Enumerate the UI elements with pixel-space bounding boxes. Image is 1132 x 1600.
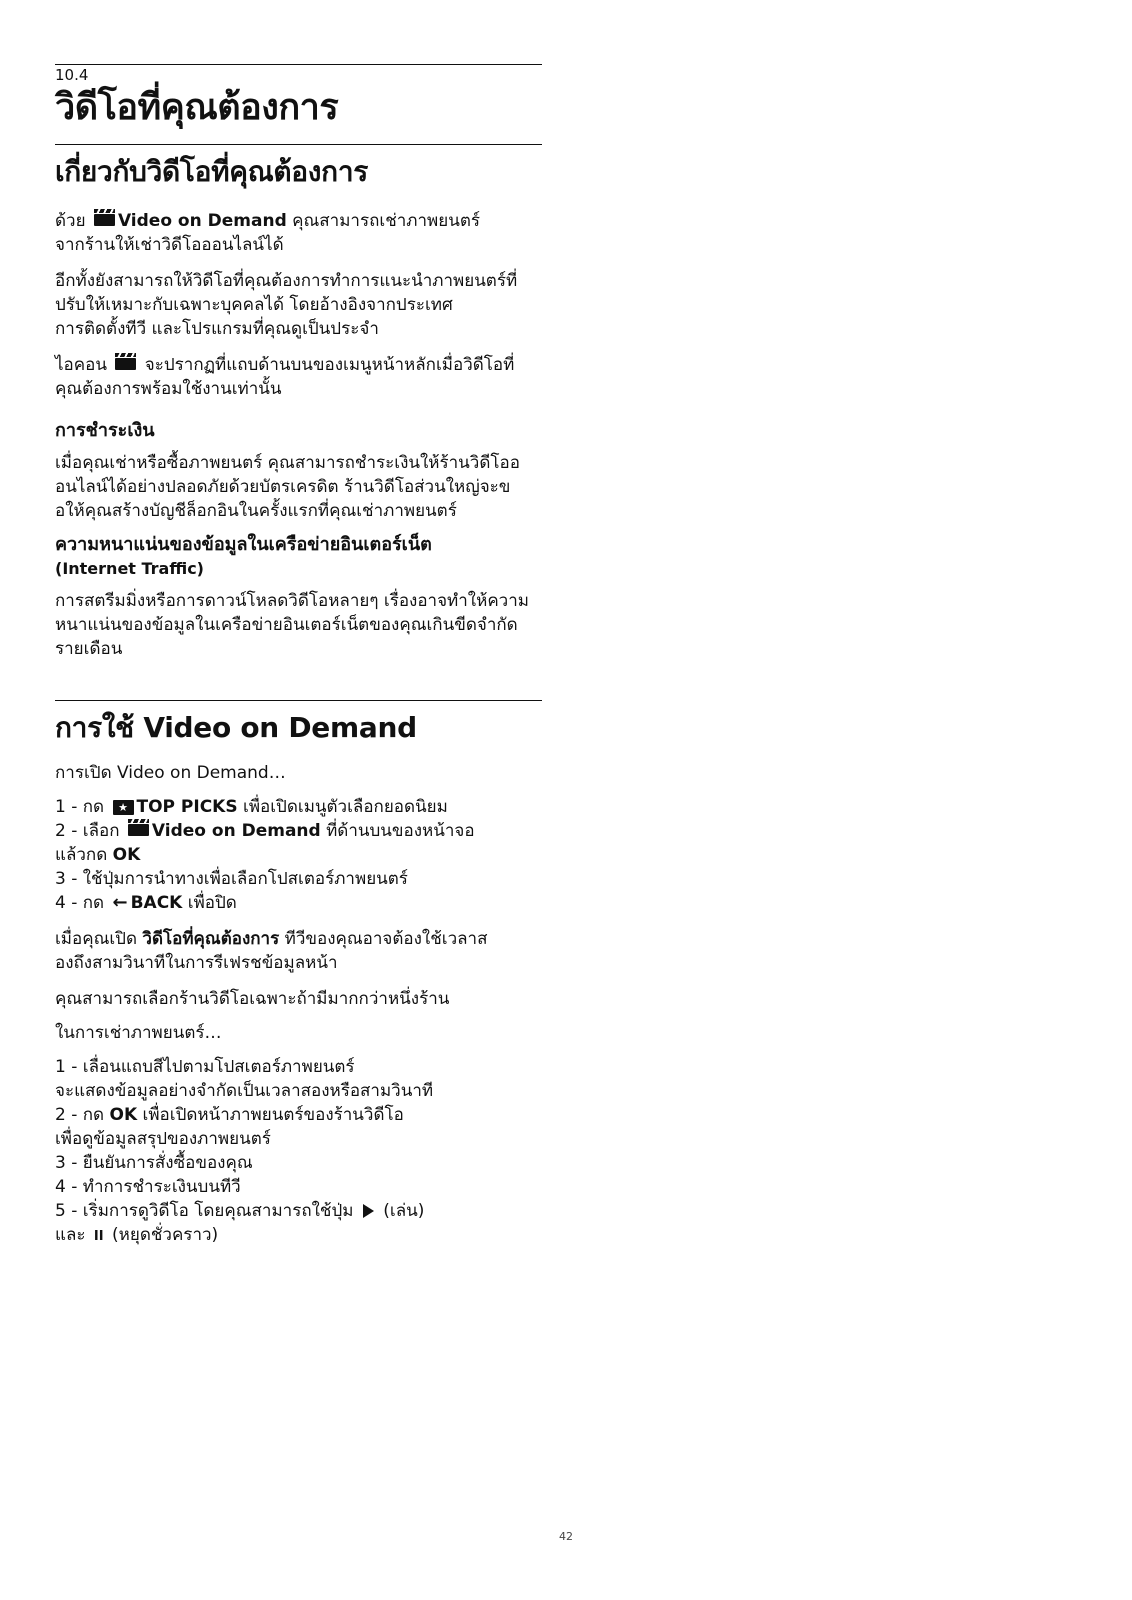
- text: คุณต้องการพร้อมใช้งานเท่านั้น: [55, 379, 282, 399]
- about-paragraph-1: [55, 209, 542, 257]
- text: 3 - ใช้ปุ่มการนำทางเพื่อเลือกโปสเตอร์ภาพยนตร์: [55, 869, 408, 889]
- traffic-heading-en: (Internet Traffic): [55, 559, 204, 578]
- ok-label: OK: [109, 1105, 138, 1125]
- text: เมื่อคุณเปิด: [55, 929, 138, 949]
- back-label: BACK: [130, 893, 183, 913]
- back-arrow-icon: ←: [112, 892, 128, 913]
- text: เพื่อปิด: [187, 893, 237, 913]
- text: 1 - เลื่อนแถบสีไปตามโปสเตอร์ภาพยนตร์: [55, 1057, 355, 1077]
- text: จะแสดงข้อมูลอย่างจำกัดเป็นเวลาสองหรือสามวินาที: [55, 1081, 434, 1101]
- text: 1 - กด: [55, 797, 105, 817]
- open-note: [55, 927, 542, 975]
- text: ที่ด้านบนของหน้าจอ: [326, 821, 475, 841]
- text: เมื่อคุณเช่าหรือซื้อภาพยนตร์ คุณสามารถชำระเงินให้ร้านวิดีโออ: [55, 453, 520, 473]
- top-picks-label: TOP PICKS: [136, 797, 238, 817]
- text: รายเดือน: [55, 639, 123, 659]
- content-column: [55, 64, 542, 1249]
- clapperboard-icon: [115, 358, 136, 370]
- usage-intro: การเปิด Video on Demand…: [55, 763, 286, 783]
- vod-thai-label: วิดีโอที่คุณต้องการ: [142, 929, 280, 949]
- text: องถึงสามวินาทีในการรีเฟรชข้อมูลหน้า: [55, 953, 338, 973]
- section-rule: [55, 64, 542, 65]
- text: ปรับให้เหมาะกับเฉพาะบุคคลได้ โดยอ้างอิงจากประเทศ: [55, 295, 453, 315]
- heading-rule: [55, 700, 542, 701]
- text: (เล่น): [383, 1201, 425, 1221]
- text: การติดตั้งทีวี และโปรแกรมที่คุณดูเป็นประจำ: [55, 319, 379, 339]
- vod-label: Video on Demand: [117, 211, 287, 231]
- text: ไอคอน: [55, 355, 107, 375]
- about-paragraph-3: [55, 353, 542, 401]
- text: การสตรีมมิ่งหรือการดาวน์โหลดวิดีโอหลายๆ เรื่องอาจทำให้ความ: [55, 591, 529, 611]
- rent-steps: [55, 1055, 542, 1249]
- clapperboard-icon: [128, 824, 149, 836]
- text: 4 - ทำการชำระเงินบนทีวี: [55, 1177, 241, 1197]
- traffic-heading: ความหนาแน่นของข้อมูลในเครือข่ายอินเตอร์เน็ต: [55, 534, 432, 555]
- about-heading: เกี่ยวกับวิดีโอที่คุณต้องการ: [55, 155, 368, 188]
- star-box-icon: ★: [113, 800, 134, 815]
- usage-heading: การใช้ Video on Demand: [55, 711, 417, 744]
- text: (หยุดชั่วคราว): [112, 1225, 219, 1245]
- vod-label: Video on Demand: [151, 821, 321, 841]
- text: 4 - กด: [55, 893, 105, 913]
- clapperboard-icon: [94, 214, 115, 226]
- text: อให้คุณสร้างบัญชีล็อกอินในครั้งแรกที่คุณเช่าภาพยนตร์: [55, 501, 457, 521]
- text: 2 - เลือก: [55, 821, 120, 841]
- text: อีกทั้งยังสามารถให้วิดีโอที่คุณต้องการทำการแนะนำภาพยนตร์ที่: [55, 271, 518, 291]
- text: หนาแน่นของข้อมูลในเครือข่ายอินเตอร์เน็ตของคุณเกินขีดจำกัด: [55, 615, 518, 635]
- text: เพื่อเปิดหน้าภาพยนตร์ของร้านวิดีโอ: [142, 1105, 404, 1125]
- step-list: [55, 795, 542, 915]
- ok-label: OK: [112, 845, 141, 865]
- text: ทีวีของคุณอาจต้องใช้เวลาส: [284, 929, 488, 949]
- text: อนไลน์ได้อย่างปลอดภัยด้วยบัตรเครดิต ร้านวิดีโอส่วนใหญ่จะข: [55, 477, 511, 497]
- text: 3 - ยืนยันการสั่งซื้อของคุณ: [55, 1153, 253, 1173]
- text: จากร้านให้เช่าวิดีโอออนไลน์ได้: [55, 235, 284, 255]
- heading-rule: [55, 144, 542, 145]
- text: ด้วย: [55, 211, 86, 231]
- store-note: คุณสามารถเลือกร้านวิดีโอเฉพาะถ้ามีมากกว่าหนึ่งร้าน: [55, 989, 450, 1009]
- payment-heading: การชำระเงิน: [55, 420, 155, 441]
- traffic-paragraph: [55, 589, 542, 661]
- pause-icon: II: [93, 1229, 104, 1244]
- play-icon: [363, 1204, 374, 1218]
- about-paragraph-2: [55, 269, 542, 341]
- text: 5 - เริ่มการดูวิดีโอ โดยคุณสามารถใช้ปุ่ม: [55, 1201, 354, 1221]
- text: เพื่อดูข้อมูลสรุปของภาพยนตร์: [55, 1129, 271, 1149]
- text: เพื่อเปิดเมนูตัวเลือกยอดนิยม: [243, 797, 448, 817]
- page-number: 42: [559, 1530, 573, 1543]
- page-title: วิดีโอที่คุณต้องการ: [55, 87, 339, 128]
- rent-intro: ในการเช่าภาพยนตร์…: [55, 1023, 222, 1043]
- text: คุณสามารถเช่าภาพยนตร์: [292, 211, 480, 231]
- payment-paragraph: [55, 451, 542, 523]
- text: จะปรากฏที่แถบด้านบนของเมนูหน้าหลักเมื่อวิดีโอที่: [144, 355, 515, 375]
- text: 2 - กด: [55, 1105, 105, 1125]
- text: แล้วกด: [55, 845, 108, 865]
- text: และ: [55, 1225, 86, 1245]
- section-number: 10.4: [55, 66, 89, 84]
